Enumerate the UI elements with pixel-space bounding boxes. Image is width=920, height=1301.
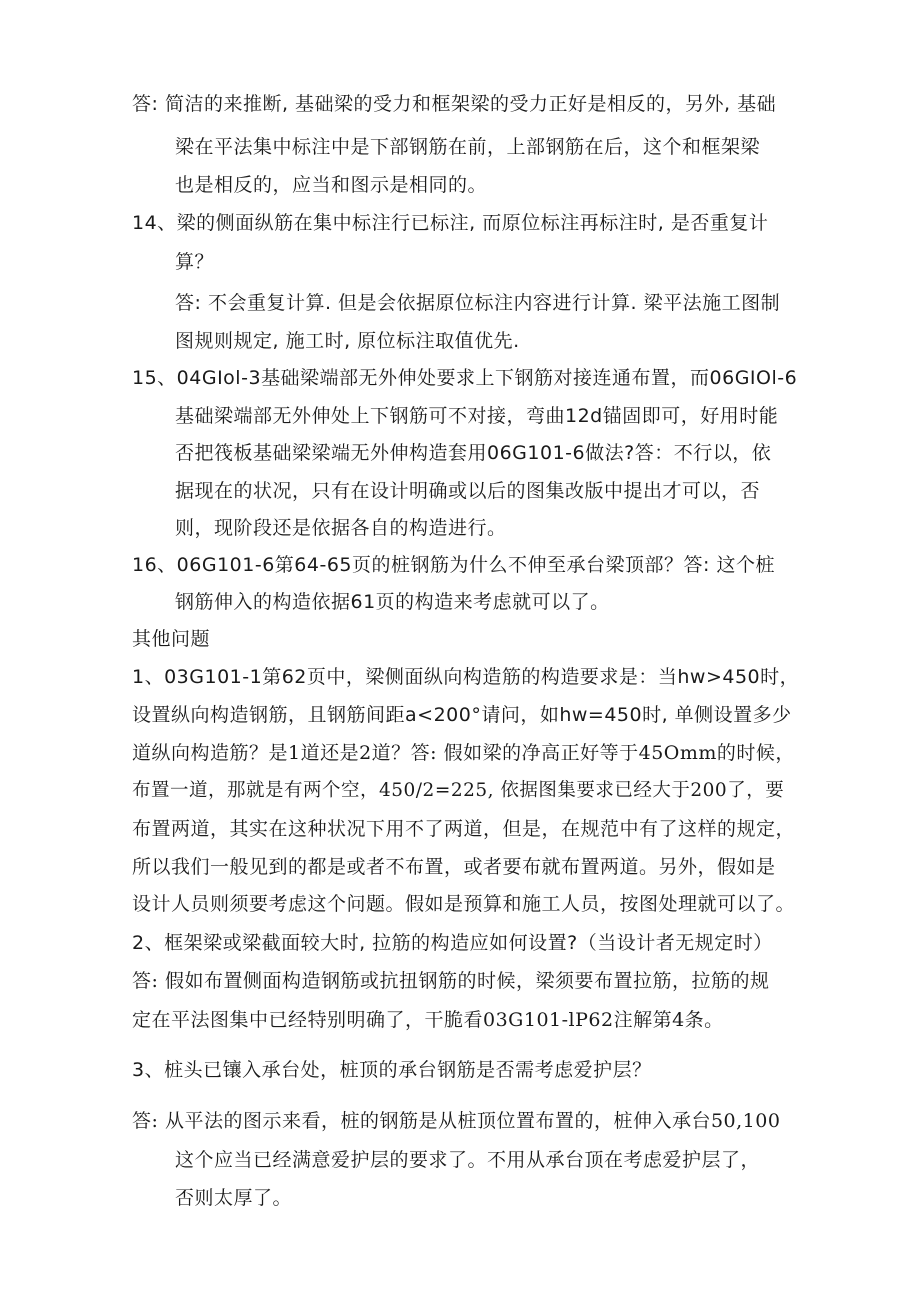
text-line: 答: 从平法的图示来看，桩的钢筋是从桩顶位置布置的，桩伸入承台50,100 <box>132 1110 781 1132</box>
text-line: 设计人员则须要考虑这个问题。假如是预算和施工人员，按图处理就可以了。 <box>132 893 796 915</box>
text-line: 否则太厚了。 <box>175 1187 293 1209</box>
text-line: 图规则规定, 施工时, 原位标注取值优先. <box>175 330 520 352</box>
text-line: 所以我们一般见到的都是或者不布置，或者要布就布置两道。另外，假如是 <box>132 856 776 878</box>
text-line: 答: 简洁的来推断, 基础梁的受力和框架梁的受力正好是相反的，另外, 基础 <box>132 93 777 115</box>
text-line: 否把筏板基础梁梁端无外伸构造套用06G101-6做法?答：不行以，依 <box>175 442 772 464</box>
text-line: 1、03G101-1第62页中，梁侧面纵向构造筋的构造要求是：当hw>450时， <box>132 666 800 688</box>
text-line: 布置两道，其实在这种状况下用不了两道，但是，在规范中有了这样的规定， <box>132 818 796 840</box>
text-line: 2、框架梁或梁截面较大时, 拉筋的构造应如何设置?（当设计者无规定时） <box>132 932 773 954</box>
text-line: 算？ <box>175 251 215 273</box>
text-line: 钢筋伸入的构造依据61页的构造来考虑就可以了。 <box>175 591 610 613</box>
text-line: 14、梁的侧面纵筋在集中标注行已标注, 而原位标注再标注时, 是否重复计 <box>132 212 769 234</box>
text-line: 也是相反的，应当和图示是相同的。 <box>175 174 488 196</box>
text-line: 这个应当已经满意爱护层的要求了。不用从承台顶在考虑爱护层了， <box>175 1149 761 1171</box>
text-line: 梁在平法集中标注中是下部钢筋在前，上部钢筋在后，这个和框架梁 <box>175 136 761 158</box>
text-line: 16、06G101-6第64-65页的桩钢筋为什么不伸至承台梁顶部？答: 这个桩 <box>132 554 775 576</box>
text-line: 道纵向构造筋？是1道还是2道？答: 假如梁的净高正好等于45Omm的时候， <box>132 742 795 764</box>
text-line: 设置纵向构造钢筋，且钢筋间距a<200°请问，如hw=450时, 单侧设置多少 <box>132 704 792 726</box>
text-line: 15、04GIol-3基础梁端部无外伸处要求上下钢筋对接连通布置，而06GIOl-6 <box>132 367 798 389</box>
text-line: 据现在的状况，只有在设计明确或以后的图集改版中提出才可以，否 <box>175 480 761 502</box>
text-line: 答: 不会重复计算. 但是会依据原位标注内容进行计算. 梁平法施工图制 <box>175 292 781 314</box>
text-line: 答: 假如布置侧面构造钢筋或抗扭钢筋的时候，梁须要布置拉筋，拉筋的规 <box>132 970 770 992</box>
section-heading: 其他问题 <box>132 628 211 650</box>
text-line: 则，现阶段还是依据各自的构造进行。 <box>175 517 507 539</box>
text-line: 3、桩头已镶入承台处，桩顶的承台钢筋是否需考虑爱护层？ <box>132 1059 652 1081</box>
text-line: 布置一道，那就是有两个空，450/2=225, 依据图集要求已经大于200了，要 <box>132 780 785 801</box>
text-line: 基础梁端部无外伸处上下钢筋可不对接，弯曲12d锚固即可，好用时能 <box>175 405 779 427</box>
text-line: 定在平法图集中已经特别明确了，干脆看03G101-lP62注解第4条。 <box>132 1009 724 1031</box>
